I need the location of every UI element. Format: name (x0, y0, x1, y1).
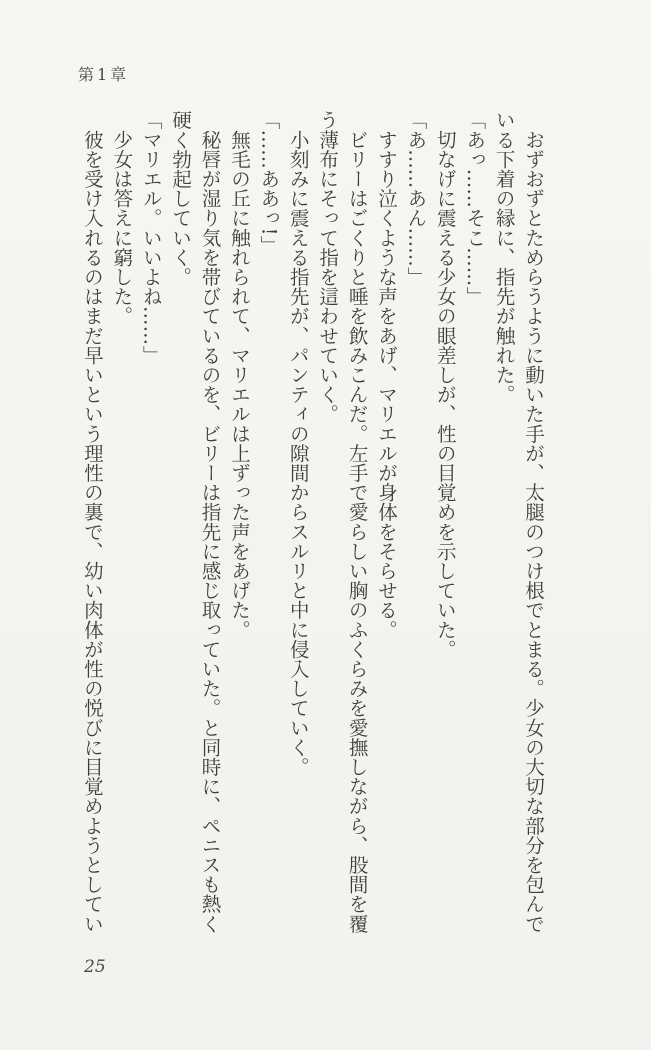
paragraph-line: ビリーはごくりと唾を飲みこんだ。左手で愛らしい胸のふくらみを愛撫しながら、股間を覆う薄布にそって指を這わせていく。 (316, 110, 369, 934)
body-text (78, 110, 549, 936)
paragraph-line: 「あっ……そこ……」 (463, 110, 487, 306)
paragraph-line: 彼を受け入れるのはまだ早いという理性の裏で、幼い肉体が性の悦びに目覚めようとしてい (80, 110, 104, 934)
paragraph-line: おずおずとためらうように動いた手が、太腿のつけ根でとまる。少女の大切な部分を包んでいる下着の縁に、指先が触れた。 (492, 110, 545, 934)
chapter-heading: 第1章 (78, 65, 130, 84)
paragraph-line: 少女は答えに窮した。 (110, 110, 134, 326)
paragraph-line: 切なげに震える少女の眼差しが、性の目覚めを示していた。 (433, 110, 457, 659)
paragraph-line: 「あ……あん……」 (404, 110, 428, 287)
paragraph-line: 「……ああっ!」 (257, 110, 281, 256)
paragraph-line: すすり泣くような声をあげ、マリエルが身体をそらせる。 (374, 110, 398, 640)
paragraph-line: 小刻みに震える指先が、パンティの隙間からスルリと中に侵入していく。 (286, 110, 310, 777)
paragraph-line: 「マリエル。いいよね……」 (139, 110, 163, 365)
paragraph-line: 無毛の丘に触れられて、マリエルは上ずった声をあげた。 (227, 110, 251, 640)
paragraph-line: 秘唇が湿り気を帯びているのを、ビリーは指先に感じ取っていた。と同時に、ペニスも熱く硬く勃起していく。 (169, 110, 222, 934)
page-number: 25 (84, 957, 106, 977)
